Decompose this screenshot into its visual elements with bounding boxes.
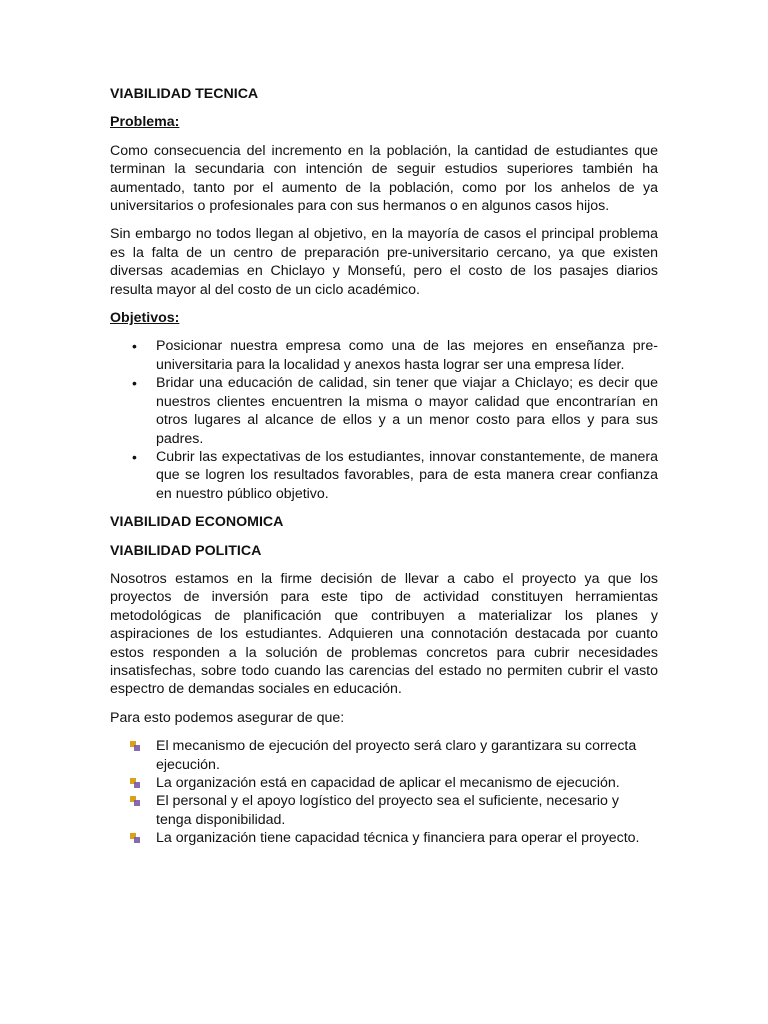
picture-bullet-icon xyxy=(130,741,140,751)
list-item: • Bridar una educación de calidad, sin tener que viajar a Chiclayo; es decir que nuestros clientes encuentren la misma o mayor calidad que encontrarían en otros lugares al alcance de ellos y a un menor costo para ellos y para sus padres. xyxy=(132,375,658,447)
objetivos-list xyxy=(110,337,658,503)
objetivos-label: Objetivos: xyxy=(110,310,180,327)
politica-intro: Para esto podemos asegurar de que: xyxy=(110,709,345,726)
section-title-viabilidad-economica: VIABILIDAD ECONOMICA xyxy=(110,514,284,531)
picture-bullet-icon xyxy=(130,796,140,806)
bullet-dot-icon: • xyxy=(132,338,137,355)
politica-paragraph: Nosotros estamos en la firme decisión de llevar a cabo el proyecto ya que los proyectos de inversión para este tipo de actividad constituyen herramientas metodológicas de planificación que contribuyen a materializar los planes y aspiraciones de los estudiantes. Adquieren una connotación destacada por cuanto estos responden a la solución de problemas concretos para cubrir necesidades insatisfechas, sobre todo cuando las carencias del estado no permiten cubrir el vasto espectro de demandas sociales en educación. xyxy=(110,570,658,698)
list-item: El mecanismo de ejecución del proyecto será claro y garantizara su correcta ejecución. xyxy=(110,737,658,774)
list-item: La organización está en capacidad de aplicar el mecanismo de ejecución. xyxy=(110,774,658,792)
garantias-list xyxy=(110,737,658,847)
list-item: La organización tiene capacidad técnica y financiera para operar el proyecto. xyxy=(110,829,658,847)
bullet-dot-icon: • xyxy=(132,448,137,465)
section-title-viabilidad-politica: VIABILIDAD POLITICA xyxy=(110,542,262,559)
picture-bullet-icon xyxy=(130,778,140,788)
problema-paragraph-1: Como consecuencia del incremento en la población, la cantidad de estudiantes que terminan la secundaria con intención de seguir estudios superiores también ha aumentado, tanto por el aumento de la población, como por los anhelos de ya universitarios o profesionales para con sus hermanos o en algunos casos hijos. xyxy=(110,142,658,215)
section-title-viabilidad-tecnica: VIABILIDAD TECNICA xyxy=(110,86,259,102)
picture-bullet-icon xyxy=(130,833,140,843)
list-item: • Cubrir las expectativas de los estudiantes, innovar constantemente, de manera que se logren los resultados favorables, para de esta manera crear confianza en nuestro público objetivo. xyxy=(132,448,658,502)
problema-label: Problema: xyxy=(110,114,180,131)
list-item: El personal y el apoyo logístico del proyecto sea el suficiente, necesario y tenga disponibilidad. xyxy=(110,792,658,829)
list-item: • Posicionar nuestra empresa como una de las mejores en enseñanza pre-universitaria para la localidad y anexos hasta lograr ser una empresa líder. xyxy=(132,338,658,373)
bullet-dot-icon: • xyxy=(132,375,137,392)
problema-paragraph-2: Sin embargo no todos llegan al objetivo, en la mayoría de casos el principal problema es la falta de un centro de preparación pre-universitario cercano, ya que existen diversas academias en Chiclayo y Monsefú, pero el costo de los pasajes diarios resulta mayor al del costo de un ciclo académico. xyxy=(110,226,658,298)
